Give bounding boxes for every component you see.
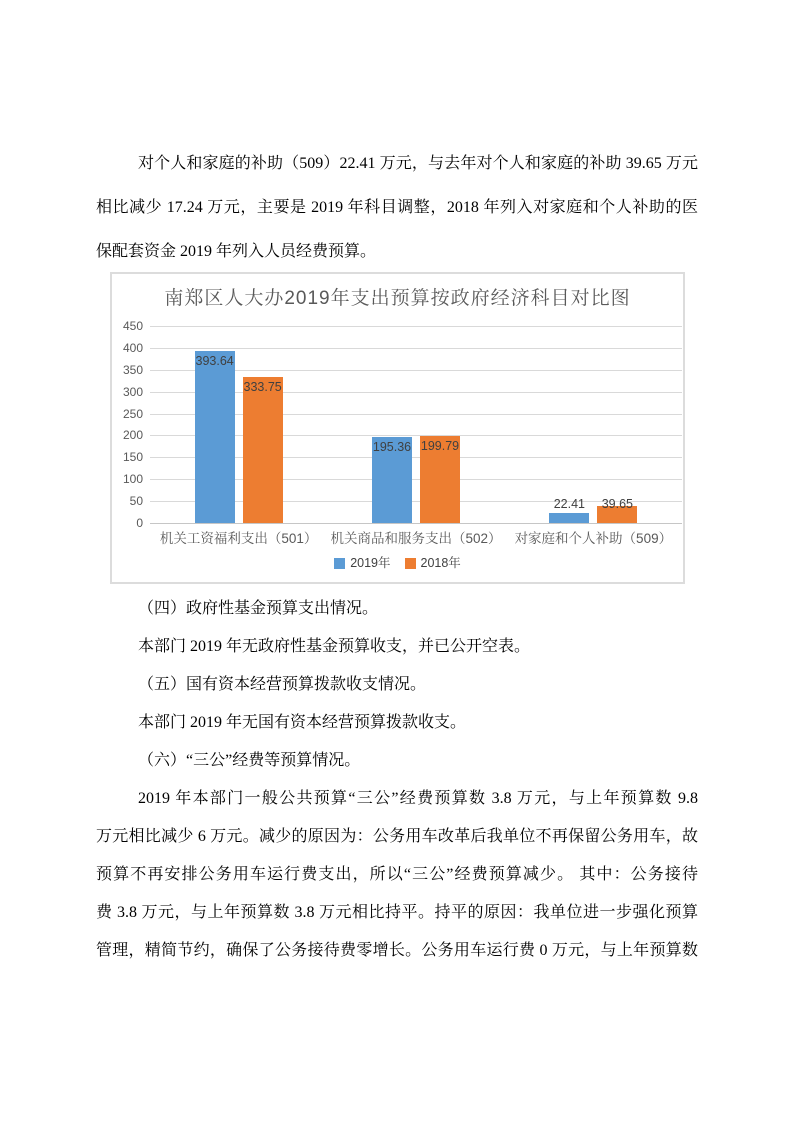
- legend-item: [334, 557, 390, 570]
- paragraph-subsidy: [96, 142, 698, 274]
- text-line: 本部门 2019 年无政府性基金预算收支，并已公开空表。: [138, 638, 531, 655]
- y-axis-tick-label: 300: [122, 384, 143, 399]
- chart-title: 南郑区人大办2019年支出预算按政府经济科目对比图: [164, 288, 631, 309]
- legend-label: 2019年: [350, 556, 391, 570]
- text-line: 预算不再安排公务用车运行费支出，所以“三公”经费预算减少。 其中：公务接待: [96, 866, 698, 883]
- text-line: 费 3.8 万元，与上年预算数 3.8 万元相比持平。持平的原因：我单位进一步强化预算: [96, 904, 698, 921]
- text-line: 2019 年本部门一般公共预算“三公”经费预算数 3.8 万元，与上年预算数 9.8: [138, 790, 698, 807]
- text-line: 管理，精简节约，确保了公务接待费零增长。公务用车运行费 0 万元，与上年预算数: [96, 942, 698, 959]
- bar-data-label: 39.65: [601, 497, 633, 511]
- section-heading: （五）国有资本经营预算拨款收支情况。: [138, 676, 427, 693]
- y-axis-tick-label: 50: [129, 494, 143, 509]
- y-axis-tick-label: 200: [122, 428, 143, 443]
- y-axis-tick-label: 150: [122, 450, 143, 465]
- y-axis-tick-label: 350: [122, 362, 143, 377]
- gridline: [150, 326, 682, 327]
- legend-item: [405, 557, 461, 570]
- bar-data-label: 22.41: [553, 497, 585, 512]
- text-line: 对个人和家庭的补助（509）22.41 万元，与去年对个人和家庭的补助 39.65 万元: [138, 155, 698, 172]
- chart-legend: [112, 557, 683, 570]
- legend-color-swatch: [334, 558, 345, 569]
- bar-2019年-category0: [195, 351, 235, 523]
- x-category-label: 对家庭和个人补助（509）: [514, 531, 673, 546]
- bar-data-label: 333.75: [243, 379, 282, 394]
- y-axis-tick-label: 0: [136, 516, 143, 530]
- x-category-label: 机关工资福利支出（501）: [159, 531, 318, 546]
- text-line: 万元相比减少 6 万元。减少的原因为：公务用车改革后我单位不再保留公务用车，故: [96, 828, 698, 845]
- bar-data-label: 393.64: [195, 353, 234, 368]
- text-line: 保配套资金 2019 年列入人员经费预算。: [96, 243, 377, 260]
- x-axis-line: [150, 523, 682, 524]
- legend-label: 2018年: [420, 556, 461, 570]
- bar-data-label: 199.79: [420, 438, 460, 453]
- bar-2019年-category2: [549, 513, 589, 523]
- text-line: 本部门 2019 年无国有资本经营预算拨款收支。: [138, 714, 467, 731]
- text-line: 相比减少 17.24 万元，主要是 2019 年科目调整，2018 年列入对家庭和个人补助的医: [96, 199, 698, 216]
- budget-comparison-chart: [110, 272, 685, 584]
- y-axis-tick-label: 100: [122, 472, 143, 487]
- bar-data-label: 195.36: [372, 440, 412, 455]
- y-axis-tick-label: 250: [122, 406, 143, 421]
- y-axis-tick-label: 400: [122, 340, 143, 355]
- gridline: [150, 348, 682, 349]
- legend-color-swatch: [405, 558, 416, 569]
- section-heading: （四）政府性基金预算支出情况。: [138, 600, 379, 617]
- sections-block: [96, 590, 698, 970]
- section-heading: （六）“三公”经费等预算情况。: [138, 752, 361, 769]
- bar-2018年-category0: [243, 377, 283, 523]
- x-category-label: 机关商品和服务支出（502）: [330, 531, 502, 546]
- y-axis-tick-label: 450: [122, 319, 143, 333]
